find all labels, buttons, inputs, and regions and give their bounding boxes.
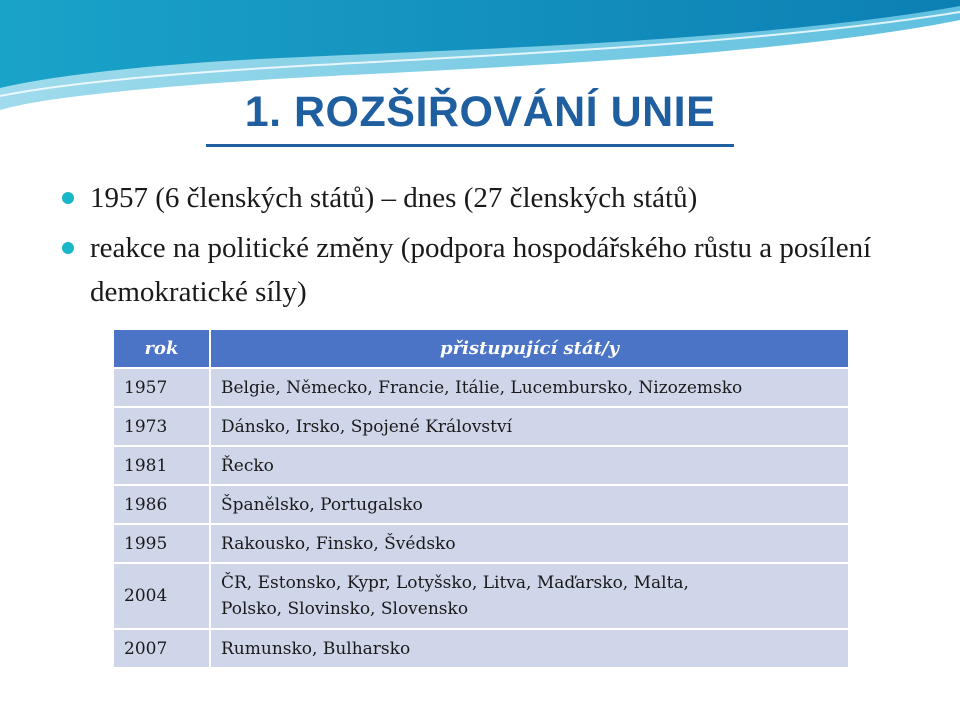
year-cell: 2004 [114, 562, 211, 628]
states-line: ČR, Estonsko, Kypr, Lotyšsko, Litva, Maďarsko, Malta, [221, 573, 689, 593]
bullet-text: 1957 (6 členských států) – dnes (27 členských států) [90, 182, 698, 214]
year-cell: 1986 [114, 484, 211, 523]
states-line: Španělsko, Portugalsko [221, 494, 423, 515]
table-row [114, 523, 848, 562]
states-cell [211, 484, 848, 523]
states-line: Řecko [221, 455, 274, 476]
column-header-states: přistupující stát/y [211, 330, 848, 367]
bullet-item [62, 176, 922, 220]
bullet-dot-icon [62, 242, 74, 254]
table-row [114, 562, 848, 628]
bullet-dot-icon [62, 192, 74, 204]
bullet-list [62, 176, 922, 320]
states-cell [211, 406, 848, 445]
states-cell [211, 523, 848, 562]
table-row [114, 367, 848, 406]
page-title: 1. ROZŠIŘOVÁNÍ UNIE [244, 88, 716, 136]
year-cell: 1995 [114, 523, 211, 562]
title-underline [206, 144, 734, 147]
states-line: Belgie, Německo, Francie, Itálie, Lucembursko, Nizozemsko [221, 377, 743, 398]
states-line: Polsko, Slovinsko, Slovensko [221, 599, 469, 619]
states-cell [211, 445, 848, 484]
states-cell [211, 367, 848, 406]
states-cell [211, 562, 848, 628]
states-line: Dánsko, Irsko, Spojené Království [221, 416, 513, 437]
table-row [114, 406, 848, 445]
states-line: Rumunsko, Bulharsko [221, 638, 411, 659]
year-cell: 1973 [114, 406, 211, 445]
bullet-text: reakce na politické změny (podpora hospodářského růstu a posílení demokratické síly) [90, 232, 872, 308]
enlargement-table [114, 330, 848, 667]
states-cell [211, 628, 848, 667]
year-cell: 1957 [114, 367, 211, 406]
column-header-year: rok [114, 330, 211, 367]
states-line: Rakousko, Finsko, Švédsko [221, 533, 456, 554]
year-cell: 2007 [114, 628, 211, 667]
year-cell: 1981 [114, 445, 211, 484]
table-header-row [114, 330, 848, 367]
table-row [114, 445, 848, 484]
bullet-item [62, 226, 922, 314]
table-row [114, 628, 848, 667]
table-row [114, 484, 848, 523]
